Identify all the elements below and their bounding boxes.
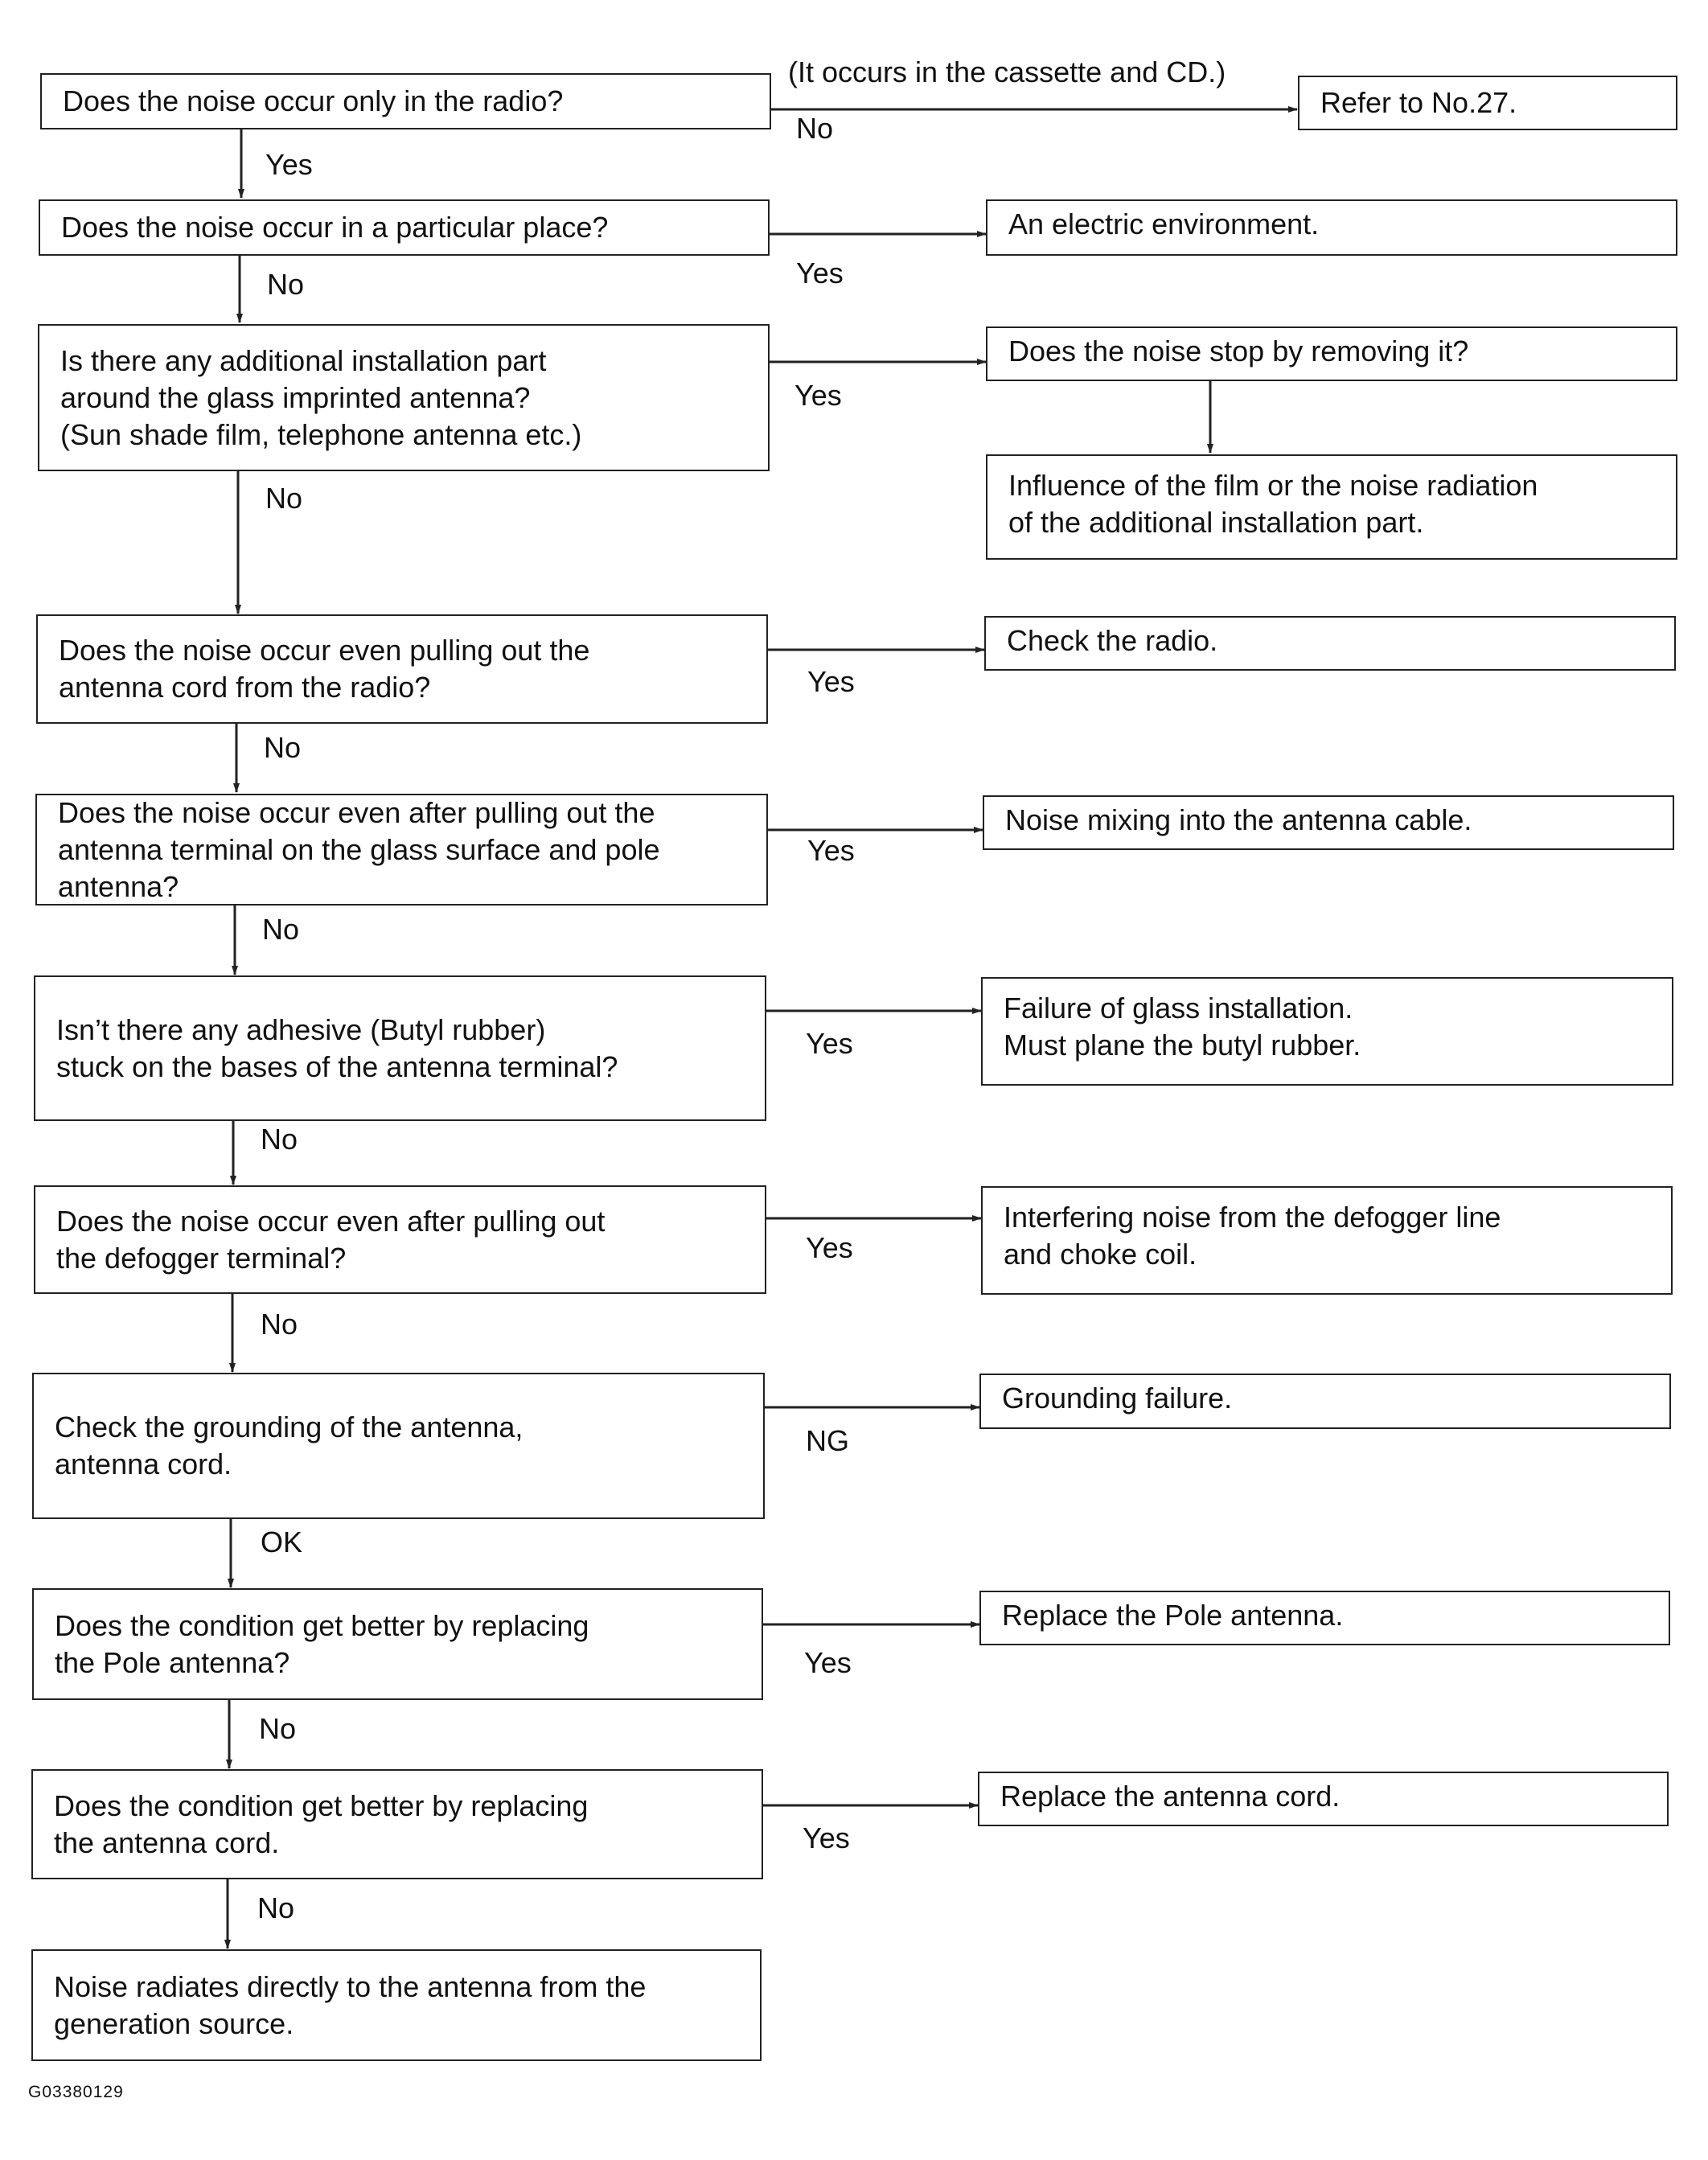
branch-label-no: No — [265, 482, 303, 515]
result-defogger-noise — [981, 1186, 1673, 1295]
decision-additional-installation-part — [38, 324, 770, 471]
decision-pull-antenna-terminal — [35, 794, 768, 905]
result-text: Refer to No.27. — [1320, 86, 1517, 119]
branch-label-yes: Yes — [265, 148, 313, 181]
result-text: An electric environment. — [1008, 207, 1320, 240]
branch-label-no: No — [259, 1712, 297, 1745]
branch-label-ng: NG — [806, 1424, 849, 1457]
decision-text: Does the noise occur even after pulling out the defogger terminal? — [56, 1204, 606, 1275]
branch-label-no: No — [261, 1308, 298, 1341]
branch-label-yes: Yes — [804, 1646, 852, 1679]
branch-label-yes: Yes — [794, 379, 842, 412]
branch-label-no: No — [264, 731, 302, 764]
decision-text: Isn’t there any adhesive (Butyl rubber) stuck on the bases of the antenna terminal? — [56, 1012, 618, 1083]
result-check-radio — [984, 616, 1676, 671]
decision-text: Check the grounding of the antenna, antenna cord. — [55, 1411, 523, 1480]
result-replace-antenna-cord — [978, 1772, 1669, 1826]
result-text: Interfering noise from the defogger line and choke coil. — [1004, 1201, 1501, 1271]
note-cassette-cd: (It occurs in the cassette and CD.) — [788, 55, 1226, 88]
result-noise-stop-by-removing — [986, 326, 1677, 381]
result-noise-antenna-cable — [983, 795, 1674, 850]
branch-label-yes: Yes — [806, 1231, 853, 1264]
decision-defogger-terminal — [34, 1185, 766, 1294]
branch-label-yes: Yes — [796, 257, 844, 290]
result-text: Noise radiates directly to the antenna from the generation source. — [54, 1969, 647, 2040]
decision-text: Does the noise occur only in the radio? — [63, 84, 564, 117]
result-text: Replace the Pole antenna. — [1002, 1599, 1344, 1632]
branch-label-no: No — [796, 112, 834, 145]
result-text: Check the radio. — [1007, 624, 1218, 657]
decision-text: Does the noise occur even pulling out the antenna cord from the radio? — [59, 634, 590, 704]
decision-text: Does the noise occur even after pulling out the antenna terminal on the glass surface and pole antenna? — [58, 795, 660, 903]
branch-label-yes: Yes — [807, 665, 855, 698]
result-film-influence — [986, 454, 1677, 560]
decision-text: Does the condition get better by replacing the Pole antenna? — [55, 1608, 589, 1679]
result-electric-environment — [986, 199, 1677, 256]
branch-label-no: No — [267, 268, 305, 301]
decision-noise-only-radio — [40, 73, 771, 129]
result-replace-pole-antenna — [979, 1591, 1670, 1645]
decision-pull-antenna-cord — [36, 614, 768, 724]
result-text: Grounding failure. — [1002, 1382, 1233, 1415]
decision-text: Does the noise occur in a particular place? — [61, 211, 609, 244]
decision-replace-pole-antenna — [32, 1588, 763, 1700]
result-grounding-failure — [979, 1374, 1671, 1429]
branch-label-no: No — [262, 913, 300, 946]
result-text: Failure of glass installation. Must plane the butyl rubber. — [1004, 992, 1361, 1062]
branch-label-no: No — [261, 1123, 298, 1156]
branch-label-ok: OK — [261, 1526, 303, 1558]
branch-label-yes: Yes — [806, 1027, 853, 1060]
decision-check-grounding — [32, 1373, 765, 1519]
result-text: Replace the antenna cord. — [1000, 1780, 1341, 1813]
figure-code: G03380129 — [28, 2083, 124, 2101]
result-text: Does the noise stop by removing it? — [1008, 335, 1469, 368]
branch-label-yes: Yes — [807, 834, 855, 867]
result-glass-installation-failure — [981, 977, 1673, 1086]
branch-label-yes: Yes — [803, 1821, 850, 1854]
decision-replace-antenna-cord — [31, 1769, 763, 1879]
result-text: Noise mixing into the antenna cable. — [1005, 803, 1472, 836]
decision-text: Is there any additional installation part around the glass imprinted antenna? (Sun shade film, telephone antenna etc.) — [60, 343, 582, 451]
decision-text: Does the condition get better by replacing the antenna cord. — [54, 1788, 589, 1859]
decision-butyl-rubber — [34, 975, 766, 1121]
branch-label-no: No — [257, 1891, 295, 1924]
result-refer-no27 — [1298, 76, 1677, 130]
result-text: Influence of the film or the noise radiation of the additional installation part. — [1008, 469, 1538, 539]
decision-particular-place — [39, 199, 770, 256]
result-noise-radiates-directly — [31, 1949, 762, 2061]
